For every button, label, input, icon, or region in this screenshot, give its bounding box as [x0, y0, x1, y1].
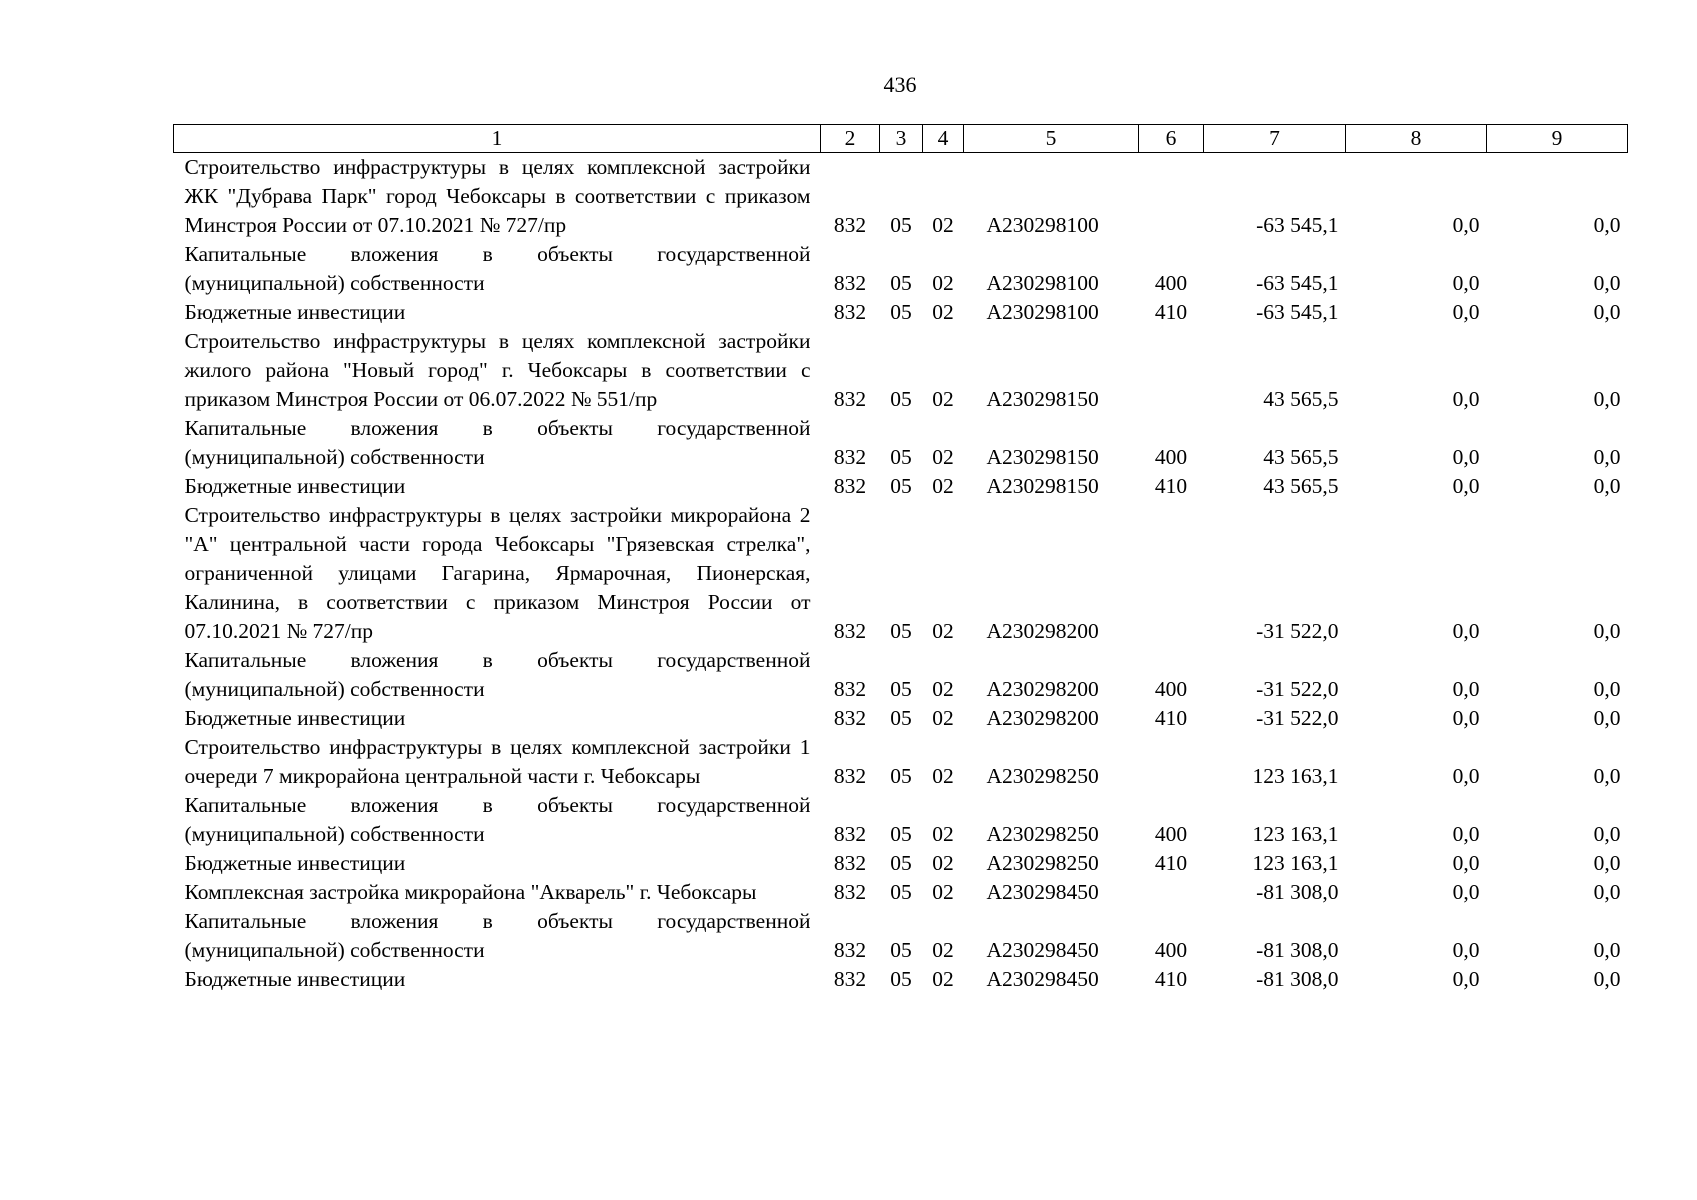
- row-col-9: 0,0: [1593, 851, 1621, 875]
- row-col-9: 0,0: [1593, 474, 1621, 498]
- row-col-2: 832: [833, 474, 867, 498]
- table-row: [174, 298, 1628, 327]
- row-name: Капитальные вложения в объекты государственной (муниципальной) собственности: [184, 793, 811, 846]
- row-col-2: 832: [833, 938, 867, 962]
- row-col-7: 43 565,5: [1263, 387, 1339, 411]
- row-col-5: A230298450: [986, 938, 1099, 962]
- row-col-3: 05: [890, 822, 912, 846]
- row-col-4: 02: [932, 822, 954, 846]
- row-col-6: 400: [1154, 822, 1188, 846]
- row-col-9: 0,0: [1593, 967, 1621, 991]
- row-col-9: 0,0: [1593, 677, 1621, 701]
- table-row: [174, 733, 1628, 791]
- row-col-7: -31 522,0: [1256, 706, 1339, 730]
- column-header-6: 6: [1139, 125, 1204, 153]
- row-col-3: 05: [890, 300, 912, 324]
- row-name: Капитальные вложения в объекты государственной (муниципальной) собственности: [184, 416, 811, 469]
- row-col-5: A230298200: [986, 619, 1099, 643]
- row-col-6: [1139, 153, 1204, 241]
- row-col-3: 05: [890, 677, 912, 701]
- column-header-1: 1: [174, 125, 821, 153]
- row-name: Строительство инфраструктуры в целях застройки микрорайона 2 "А" центральной части города Чебоксары "Грязевская стрелка", ограниченной улицами Гагарина, Ярмарочная, Пионерская, Калинина, в соответствии с приказом Минстроя России от 07.10.2021 № 727/пр: [184, 503, 811, 643]
- row-col-5: A230298150: [986, 445, 1099, 469]
- row-col-3: 05: [890, 474, 912, 498]
- table-row: [174, 153, 1628, 241]
- row-col-4: 02: [932, 677, 954, 701]
- row-col-5: A230298200: [986, 706, 1099, 730]
- row-col-8: 0,0: [1452, 213, 1480, 237]
- row-col-7: 123 163,1: [1252, 764, 1339, 788]
- row-col-5: A230298150: [986, 387, 1099, 411]
- row-col-9: 0,0: [1593, 271, 1621, 295]
- table-row: [174, 791, 1628, 849]
- row-col-7: 123 163,1: [1252, 851, 1339, 875]
- row-col-7: 123 163,1: [1252, 822, 1339, 846]
- row-col-3: 05: [890, 387, 912, 411]
- row-name: Капитальные вложения в объекты государственной (муниципальной) собственности: [184, 648, 811, 701]
- table-row: [174, 704, 1628, 733]
- table-body: [174, 153, 1628, 995]
- row-col-6: 410: [1154, 967, 1188, 991]
- row-name: Бюджетные инвестиции: [184, 706, 406, 730]
- row-col-7: -31 522,0: [1256, 677, 1339, 701]
- row-col-2: 832: [833, 271, 867, 295]
- row-col-3: 05: [890, 880, 912, 904]
- row-col-5: A230298150: [986, 474, 1099, 498]
- row-col-4: 02: [932, 706, 954, 730]
- row-col-5: A230298200: [986, 677, 1099, 701]
- table-row: [174, 965, 1628, 994]
- row-col-8: 0,0: [1452, 387, 1480, 411]
- row-col-2: 832: [833, 880, 867, 904]
- row-col-7: -63 545,1: [1256, 300, 1339, 324]
- row-col-2: 832: [833, 213, 867, 237]
- row-col-4: 02: [932, 764, 954, 788]
- row-col-4: 02: [932, 300, 954, 324]
- row-col-7: 43 565,5: [1263, 474, 1339, 498]
- row-col-4: 02: [932, 445, 954, 469]
- row-col-2: 832: [833, 764, 867, 788]
- table-row: [174, 646, 1628, 704]
- row-col-9: 0,0: [1593, 880, 1621, 904]
- row-name: Бюджетные инвестиции: [184, 851, 406, 875]
- row-col-2: 832: [833, 851, 867, 875]
- row-col-5: A230298100: [986, 271, 1099, 295]
- row-col-5: A230298450: [986, 880, 1099, 904]
- row-name: Бюджетные инвестиции: [184, 967, 406, 991]
- row-col-4: 02: [932, 474, 954, 498]
- row-col-3: 05: [890, 271, 912, 295]
- table-row: [174, 878, 1628, 907]
- row-col-9: 0,0: [1593, 445, 1621, 469]
- row-col-2: 832: [833, 706, 867, 730]
- row-col-2: 832: [833, 822, 867, 846]
- row-col-8: 0,0: [1452, 271, 1480, 295]
- row-col-2: 832: [833, 445, 867, 469]
- row-col-6: 400: [1154, 445, 1188, 469]
- row-col-6: [1139, 327, 1204, 414]
- header-row: [174, 125, 1628, 153]
- row-col-2: 832: [833, 677, 867, 701]
- row-col-4: 02: [932, 213, 954, 237]
- row-col-8: 0,0: [1452, 474, 1480, 498]
- column-header-4: 4: [923, 125, 964, 153]
- table-row: [174, 327, 1628, 414]
- row-col-3: 05: [890, 213, 912, 237]
- row-col-7: -63 545,1: [1256, 213, 1339, 237]
- row-col-8: 0,0: [1452, 851, 1480, 875]
- row-col-8: 0,0: [1452, 938, 1480, 962]
- table-row: [174, 240, 1628, 298]
- row-col-8: 0,0: [1452, 967, 1480, 991]
- row-col-3: 05: [890, 764, 912, 788]
- row-col-6: [1139, 501, 1204, 646]
- row-col-3: 05: [890, 851, 912, 875]
- row-name: Строительство инфраструктуры в целях комплексной застройки жилого района "Новый город" г. Чебоксары в соответствии с приказом Минстроя России от 06.07.2022 № 551/пр: [184, 329, 811, 411]
- row-col-9: 0,0: [1593, 619, 1621, 643]
- row-col-9: 0,0: [1593, 822, 1621, 846]
- row-col-9: 0,0: [1593, 300, 1621, 324]
- row-col-5: A230298450: [986, 967, 1099, 991]
- row-col-4: 02: [932, 851, 954, 875]
- row-col-3: 05: [890, 619, 912, 643]
- row-col-8: 0,0: [1452, 822, 1480, 846]
- row-col-8: 0,0: [1452, 880, 1480, 904]
- table-row: [174, 907, 1628, 965]
- row-col-7: -31 522,0: [1256, 619, 1339, 643]
- row-col-8: 0,0: [1452, 706, 1480, 730]
- row-col-5: A230298250: [986, 822, 1099, 846]
- row-col-9: 0,0: [1593, 764, 1621, 788]
- row-col-4: 02: [932, 619, 954, 643]
- table-row: [174, 501, 1628, 646]
- row-col-5: A230298100: [986, 213, 1099, 237]
- row-col-9: 0,0: [1593, 938, 1621, 962]
- row-name: Капитальные вложения в объекты государственной (муниципальной) собственности: [184, 242, 811, 295]
- row-col-6: 400: [1154, 938, 1188, 962]
- row-col-3: 05: [890, 938, 912, 962]
- row-col-7: 43 565,5: [1263, 445, 1339, 469]
- column-header-3: 3: [880, 125, 923, 153]
- row-name: Комплексная застройка микрорайона "Акварель" г. Чебоксары: [184, 880, 757, 904]
- row-name: Капитальные вложения в объекты государственной (муниципальной) собственности: [184, 909, 811, 962]
- row-col-4: 02: [932, 938, 954, 962]
- column-header-9: 9: [1487, 125, 1628, 153]
- row-col-6: 410: [1154, 300, 1188, 324]
- row-col-9: 0,0: [1593, 387, 1621, 411]
- table-header: [174, 125, 1628, 153]
- column-header-7: 7: [1204, 125, 1346, 153]
- row-col-6: 410: [1154, 851, 1188, 875]
- row-col-8: 0,0: [1452, 677, 1480, 701]
- row-col-2: 832: [833, 300, 867, 324]
- row-col-3: 05: [890, 706, 912, 730]
- budget-table: [173, 124, 1628, 994]
- row-col-2: 832: [833, 619, 867, 643]
- row-col-9: 0,0: [1593, 706, 1621, 730]
- row-name: Бюджетные инвестиции: [184, 300, 406, 324]
- row-col-2: 832: [833, 387, 867, 411]
- row-name: Строительство инфраструктуры в целях комплексной застройки 1 очереди 7 микрорайона центральной части г. Чебоксары: [184, 735, 811, 788]
- column-header-5: 5: [964, 125, 1139, 153]
- row-col-6: 400: [1154, 677, 1188, 701]
- page-number: 436: [883, 72, 917, 97]
- row-col-3: 05: [890, 445, 912, 469]
- row-col-5: A230298250: [986, 851, 1099, 875]
- row-col-6: [1139, 733, 1204, 791]
- column-header-8: 8: [1346, 125, 1487, 153]
- row-col-2: 832: [833, 967, 867, 991]
- row-col-7: -63 545,1: [1256, 271, 1339, 295]
- row-col-6: [1139, 878, 1204, 907]
- row-col-5: A230298100: [986, 300, 1099, 324]
- row-col-8: 0,0: [1452, 619, 1480, 643]
- column-header-2: 2: [821, 125, 880, 153]
- row-col-8: 0,0: [1452, 764, 1480, 788]
- row-col-4: 02: [932, 880, 954, 904]
- row-col-6: 410: [1154, 474, 1188, 498]
- table-row: [174, 472, 1628, 501]
- row-col-9: 0,0: [1593, 213, 1621, 237]
- row-col-7: -81 308,0: [1256, 880, 1339, 904]
- row-col-8: 0,0: [1452, 445, 1480, 469]
- row-col-6: 400: [1154, 271, 1188, 295]
- row-col-7: -81 308,0: [1256, 967, 1339, 991]
- table-row: [174, 414, 1628, 472]
- row-col-3: 05: [890, 967, 912, 991]
- row-name: Бюджетные инвестиции: [184, 474, 406, 498]
- row-col-7: -81 308,0: [1256, 938, 1339, 962]
- table-row: [174, 849, 1628, 878]
- row-col-4: 02: [932, 271, 954, 295]
- row-col-4: 02: [932, 387, 954, 411]
- row-col-4: 02: [932, 967, 954, 991]
- row-col-8: 0,0: [1452, 300, 1480, 324]
- row-col-5: A230298250: [986, 764, 1099, 788]
- row-name: Строительство инфраструктуры в целях комплексной застройки ЖК "Дубрава Парк" город Чебоксары в соответствии с приказом Минстроя России от 07.10.2021 № 727/пр: [184, 155, 811, 237]
- row-col-6: 410: [1154, 706, 1188, 730]
